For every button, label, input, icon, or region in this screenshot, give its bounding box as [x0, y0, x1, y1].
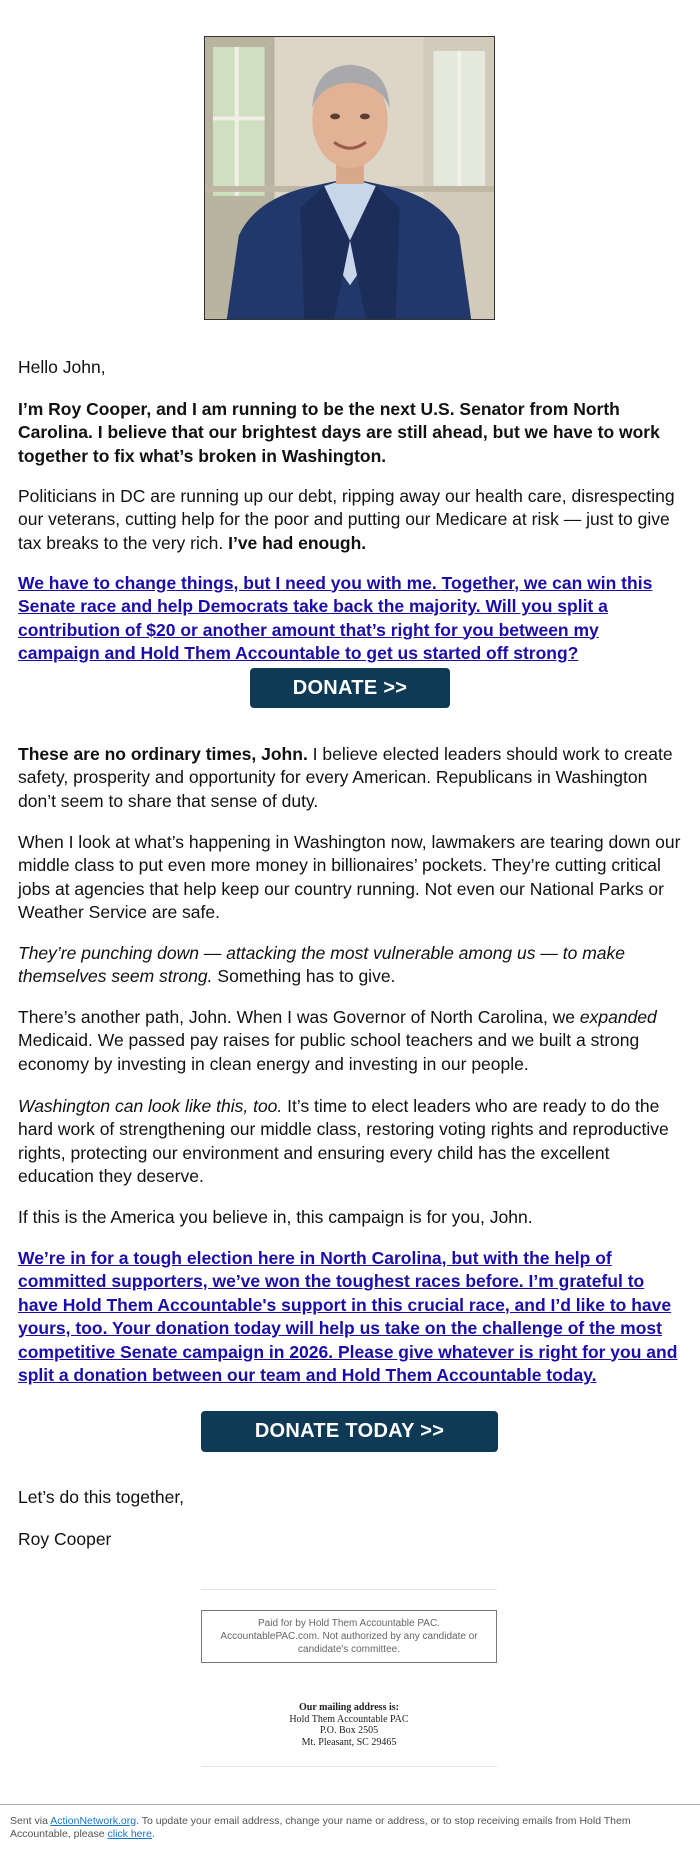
disclaimer-line: Paid for by Hold Them Accountable PAC.	[258, 1618, 440, 1629]
donate-button[interactable]: DONATE >>	[250, 668, 450, 708]
paragraph-italic: They’re punching down — attacking the most vulnerable among us — to make themselves seem strong.	[18, 942, 625, 986]
greeting: Hello John,	[18, 356, 106, 377]
paragraph-believe: If this is the America you believe in, this campaign is for you, John.	[18, 1206, 533, 1227]
donate-today-button[interactable]: DONATE TODAY >>	[201, 1411, 498, 1452]
paragraph-text: Something has to give.	[212, 966, 396, 986]
paragraph-italic: Washington can look like this, too.	[18, 1095, 283, 1116]
paragraph-italic: expanded	[579, 1006, 657, 1027]
donation-ask-link-1[interactable]: We have to change things, but I need you with me. Together, we can win this Senate race and help Democrats take back the majority. Will you split a contribution of $20 or another amount that’s right for you between my campaign and Hold Them Accountable to get us started off strong?	[18, 572, 653, 663]
divider	[201, 1589, 497, 1590]
footer-text: Sent via	[10, 1815, 51, 1827]
paragraph-text: Politicians in DC are running up our debt, ripping away our health care, disrespecting our veterans, cutting help for the poor and putting our Medicare at risk — just to give tax breaks to the very rich.	[18, 485, 675, 553]
mailing-org: Hold Them Accountable PAC	[289, 1713, 409, 1725]
closing-line: Let’s do this together,	[18, 1486, 185, 1507]
ask-paragraph-1	[18, 572, 682, 666]
mailing-city: Mt. Pleasant, SC 29465	[301, 1736, 397, 1748]
paragraph-text: I believe elected leaders should work to create safety, prosperity and opportunity for every American. Republicans in Washington don’t seem to share that sense of duty.	[18, 743, 673, 811]
donation-ask-link-2[interactable]: We’re in for a tough election here in North Carolina, but with the help of committed supporters, we’ve won the toughest races before. I’m grateful to have Hold Them Accountable's support in this crucial race, and I’d like to have yours, too. Your donation today will help us take on the challenge of the most competitive Senate campaign in 2026. Please give whatever is right for you and split a donation between our team and Hold Them Accountable today.	[18, 1247, 678, 1385]
paragraph-ordinary-times	[18, 743, 682, 814]
disclaimer-line: AccountablePAC.com. Not authorized by any candidate or candidate's committee.	[220, 1631, 478, 1655]
mailing-po: P.O. Box 2505	[319, 1725, 379, 1736]
intro-paragraph: I’m Roy Cooper, and I am running to be the next U.S. Senator from North Carolina. I believe that our brightest days are still ahead, but we have to work together to fix what’s broken in Washington.	[18, 398, 660, 466]
mailing-address	[201, 1702, 497, 1748]
mailing-label: Our mailing address is:	[299, 1702, 399, 1713]
paragraph-text: It’s time to elect leaders who are ready to do the hard work of strengthening our middle class, restoring voting rights and reproductive rights, protecting our environment and ensuring every child has the excellent education they deserve.	[18, 1095, 669, 1186]
paragraph-washington-can	[18, 1095, 682, 1189]
paragraph-emphasis: These are no ordinary times, John.	[18, 743, 308, 764]
unsubscribe-link[interactable]: click here	[107, 1828, 152, 1840]
candidate-photo	[204, 36, 495, 320]
paragraph-debt	[18, 485, 682, 556]
paragraph-punching-down	[18, 942, 682, 989]
paragraph-emphasis: I’ve had enough.	[228, 532, 367, 553]
divider	[201, 1766, 497, 1767]
signature: Roy Cooper	[18, 1528, 112, 1549]
footer-divider	[0, 1804, 700, 1805]
candidate-portrait-icon	[205, 37, 494, 319]
paragraph-another-path	[18, 1006, 682, 1077]
paragraph-washington: When I look at what’s happening in Washington now, lawmakers are tearing down our middle class to put even more money in billionaires’ pockets. They’re cutting critical jobs at agencies that help keep our country running. Not even our National Parks or Weather Service are safe.	[18, 831, 681, 922]
paragraph-text: Medicaid. We passed pay raises for public school teachers and we built a strong economy by investing in clean energy and investing in our people.	[18, 1030, 640, 1074]
paragraph-text: There’s another path, John. When I was Governor of North Carolina, we	[18, 1006, 580, 1027]
ask-paragraph-2	[18, 1247, 682, 1388]
footer-text: .	[151, 1828, 155, 1840]
action-network-link[interactable]: ActionNetwork.org	[50, 1815, 137, 1827]
footer-text: . To update your email address, change your name or address, or to stop receiving emails from Hold Them Accountable, please	[10, 1815, 631, 1840]
paid-for-disclaimer	[201, 1610, 497, 1663]
footer	[10, 1815, 680, 1841]
